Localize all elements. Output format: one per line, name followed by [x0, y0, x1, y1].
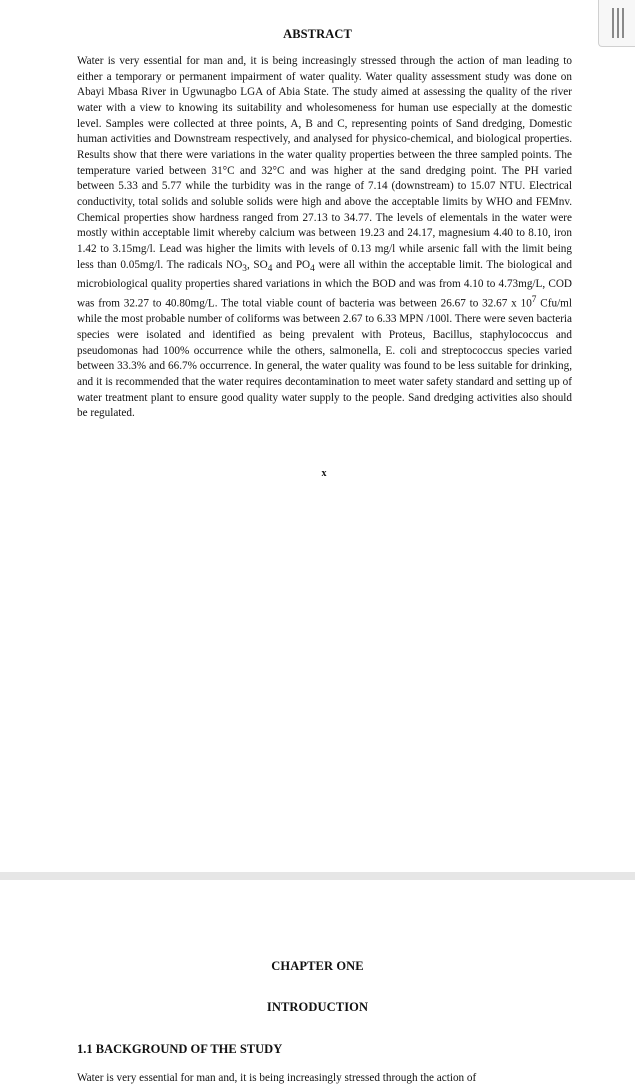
- scroll-grip-line: [617, 8, 619, 38]
- page-chapter-one: [0, 880, 635, 1084]
- scroll-handle-icon[interactable]: [598, 0, 635, 47]
- abstract-text-run: and PO: [272, 258, 311, 271]
- abstract-text-run: , SO: [246, 258, 268, 271]
- subscript-3: 3: [242, 263, 247, 274]
- page-number: x: [321, 468, 327, 479]
- abstract-text-run: Cfu/ml while the most probable number of coliforms was between 2.67 to 6.33 MPN /100l. There were seven bacteria species were isolated and identified as being prevalent with Proteus, Bacillus, staphylococcus and pseudomonas had 100% occurrence while the others, salmonella, E. coli and streptococcus species varied between 33.3% and 66.7% occurrence. In general, the water quality was found to be less suitable for drinking, and it is recommended that the water requires decontamination to meet water safety standard and setting up of water treatment plant to ensure good quality water supply to the people. Sand dredging activities also should be regulated.: [77, 297, 572, 420]
- scroll-grip-line: [622, 8, 624, 38]
- subscript-4: 4: [310, 263, 315, 274]
- superscript-7: 7: [531, 295, 537, 306]
- subscript-4: 4: [267, 263, 273, 274]
- introduction-title: INTRODUCTION: [266, 1000, 369, 1014]
- section-title: 1.1 BACKGROUND OF THE STUDY: [77, 1042, 283, 1056]
- abstract-text-run: were all within the acceptable limit. The biological and microbiological quality properties shared variations in which the BOD and was from 4.10 to 4.73mg/L, COD was from 32.27 to 40.80mg/L. The total viable count of bacteria was between 26.67 to 32.67 x 10: [77, 258, 572, 310]
- abstract-title: ABSTRACT: [283, 27, 352, 41]
- body-first-line: Water is very essential for man and, it is being increasingly stressed through the action of: [77, 1072, 477, 1084]
- abstract-body: [77, 54, 572, 422]
- page-separator: [0, 872, 635, 880]
- chapter-title: CHAPTER ONE: [271, 959, 364, 973]
- scroll-grip-line: [612, 8, 614, 38]
- abstract-text-run: Water is very essential for man and, it is being increasingly stressed through the action of man leading to either a temporary or permanent impairment of water quality. Water quality assessment study was done on Abayi Mbasa River in Ugwunagbo LGA of Abia State. The study aimed at assessing the quality of the river water with a view to knowing its suitability and wholesomeness for human use especially at the domestic level. Samples were collected at three points, A, B and C, representing points of Sand dredging, Domestic human activities and Downstream respectively, and analysed for physico-chemical, and biological properties. Results show that there were variations in the water quality properties between the three sampled points. The temperature varied between 31°C and 32°C and was higher at the sand dredging point. The PH varied between 5.33 and 5.77 while the turbidity was in the range of 7.14 (downstream) to 15.07 NTU. Electrical conductivity, total solids and soluble solids were high and above the acceptable limits by WHO and FEMnv. Chemical properties show hardness ranged from 27.13 to 34.77. The levels of elementals in the water were mostly within acceptable limit whereby calcium was between 19.23 and 24.17, magnesium 4.40 to 8.10, iron 1.42 to 3.15mg/l. Lead was higher the limits with levels of 0.13 mg/l while arsenic fall with the limit being less than 0.05mg/l. The radicals NO: [77, 55, 572, 271]
